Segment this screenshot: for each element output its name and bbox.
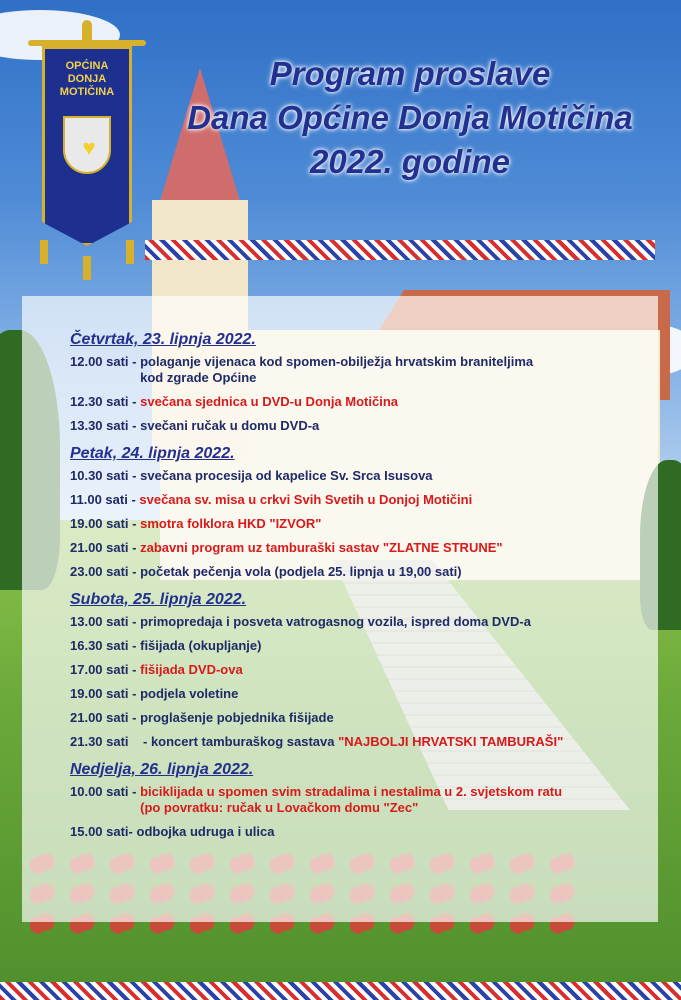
event-time: 21.30 sati - [70,734,151,749]
title-line-2: Dana Općine Donja Motičina [187,99,633,136]
event-row [70,686,660,702]
event-description: svečana sjednica u DVD-u Donja Motičina [140,394,399,409]
event-description: podjela voletine [140,686,239,701]
event-highlight: "NAJBOLJI HRVATSKI TAMBURAŠI" [338,734,564,749]
event-time: 12.30 sati - [70,394,141,409]
event-description: svečani ručak u domu DVD-a [140,418,320,433]
event-description: zabavni program uz tamburaški sastav "ZLATNE STRUNE" [140,540,503,555]
event-row [70,784,660,816]
day-heading: Četvrtak, 23. lipnja 2022. [70,331,256,348]
croatian-braid-ornament [145,240,655,260]
event-time: 13.30 sati - [70,418,141,433]
event-row [70,468,660,484]
event-row [70,662,660,678]
event-row [70,354,660,386]
event-description-part: koncert tamburaškog sastava [150,734,339,749]
banner-line: DONJA [67,73,107,85]
program-list [70,328,660,848]
event-description: svečana procesija od kapelice Sv. Srca Isusova [140,468,433,483]
event-row [70,824,660,840]
tassel [126,240,134,264]
event-time: 10.00 sati - [70,784,141,799]
day-heading: Nedjelja, 26. lipnja 2022. [70,761,254,778]
event-time: 17.00 sati - [70,662,141,677]
croatian-braid-ornament [0,982,681,1000]
banner-rod [28,40,146,46]
event-time: 11.00 sati - [70,492,140,507]
banner-line: OPĆINA [65,60,109,72]
event-time: 21.00 sati - [70,710,141,725]
banner-finial [82,20,92,40]
event-row [70,564,660,580]
event-row [70,492,660,508]
event-row [70,710,660,726]
event-time: 15.00 sati- [70,824,137,839]
event-description: biciklijada u spomen svim stradalima i nestalima u 2. svjetskom ratu (po povratku: ručak u Lovačkom domu "Zec" [140,784,563,815]
event-description: fišijada DVD-ova [140,662,243,677]
event-description: primopredaja i posveta vatrogasnog vozila, ispred doma DVD-a [140,614,531,629]
tassel [40,240,48,264]
event-time: 12.00 sati - [70,354,141,369]
event-time: 19.00 sati - [70,686,141,701]
municipal-banner-icon [28,20,146,270]
banner-text [42,60,132,99]
event-description: početak pečenja vola (podjela 25. lipnja u 19,00 sati) [140,564,462,579]
title-line-3: 2022. godine [310,143,510,180]
event-description: odbojka udruga i ulica [136,824,275,839]
event-row [70,394,660,410]
tassel [83,256,91,280]
event-description: polaganje vijenaca kod spomen-obilježja hrvatskim braniteljima kod zgrade Općine [140,354,534,385]
page-title [150,52,670,184]
event-time: 23.00 sati - [70,564,141,579]
event-row [70,540,660,556]
event-row [70,516,660,532]
day-heading: Subota, 25. lipnja 2022. [70,591,247,608]
event-row [70,614,660,630]
event-description: proglašenje pobjednika fišijade [140,710,334,725]
event-description [151,734,660,750]
event-row [70,638,660,654]
event-description: smotra folklora HKD "IZVOR" [140,516,322,531]
event-row [70,734,660,750]
coat-of-arms-icon [63,116,111,174]
banner-line: MOTIČINA [59,86,115,98]
event-time: 21.00 sati - [70,540,141,555]
day-heading: Petak, 24. lipnja 2022. [70,445,235,462]
event-time: 16.30 sati - [70,638,141,653]
event-description: fišijada (okupljanje) [140,638,262,653]
event-row [70,418,660,434]
event-description: svečana sv. misa u crkvi Svih Svetih u Donjoj Motičini [139,492,473,507]
title-line-1: Program proslave [269,55,551,92]
event-time: 19.00 sati - [70,516,141,531]
event-time: 13.00 sati - [70,614,141,629]
event-time: 10.30 sati - [70,468,141,483]
heart-icon: ♥ [82,135,96,160]
